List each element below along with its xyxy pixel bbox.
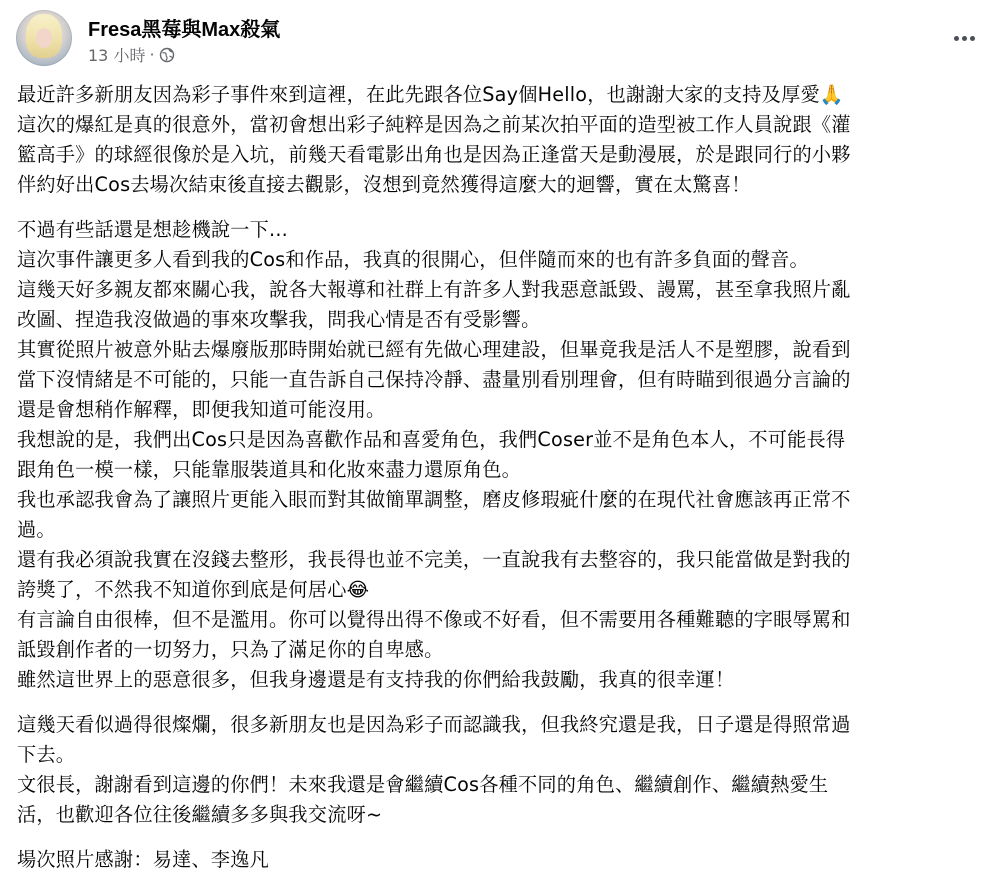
post-text-line: 最近許多新朋友因為彩子事件來到這裡，在此先跟各位Say個Hello，也謝謝大家的支持及厚愛🙏: [17, 83, 844, 106]
post-text-line: 不過有些話還是想趁機說一下...: [17, 218, 288, 241]
post-text-line: 我想說的是，我們出Cos只是因為喜歡作品和喜愛角色，我們Coser並不是角色本人，不可能長得: [17, 428, 846, 451]
more-dot: [970, 36, 975, 41]
post-text-line: 還有我必須說我實在沒錢去整形，我長得也並不完美，一直說我有去整容的，我只能當做是對我的: [17, 548, 851, 571]
author-name[interactable]: Fresa黑莓與Max殺氣: [88, 19, 281, 41]
post-text-line: 改圖、捏造我沒做過的事來攻擊我，問我心情是否有受影響。: [17, 308, 541, 331]
post-text-line: 這幾天好多親友都來關心我，說各大報導和社群上有許多人對我惡意詆毀、謾罵，甚至拿我照片亂: [17, 278, 851, 301]
post-text-line: 籃高手》的球經很像於是入坑，前幾天看電影出角也是因為正逢當天是動漫展，於是跟同行的小夥: [17, 143, 851, 166]
more-dot: [954, 36, 959, 41]
post-text-line: 這次的爆紅是真的很意外，當初會想出彩子純粹是因為之前某次拍平面的造型被工作人員說跟《灌: [17, 113, 851, 136]
more-dot: [962, 36, 967, 41]
post-paragraph: [17, 710, 985, 830]
post-text-line: 有言論自由很棒，但不是濫用。你可以覺得出得不像或不好看，但不需要用各種難聽的字眼辱罵和: [17, 608, 851, 631]
globe-icon[interactable]: [159, 47, 175, 63]
post-header: [16, 10, 986, 70]
post-paragraph: [17, 845, 985, 875]
post-text-line: 伴約好出Cos去場次結束後直接去觀影，沒想到竟然獲得這麼大的迴響，實在太驚喜！: [17, 173, 751, 196]
post-text-line: 我也承認我會為了讓照片更能入眼而對其做簡單調整，磨皮修瑕疵什麼的在現代社會應該再正常不: [17, 488, 851, 511]
post-body: [17, 80, 985, 890]
post-text-line: 場次照片感謝：易達、李逸凡: [17, 848, 270, 871]
post-text-line: 這次事件讓更多人看到我的Cos和作品，我真的很開心，但伴隨而來的也有許多負面的聲音。: [17, 248, 809, 271]
post-text-line: 文很長，謝謝看到這邊的你們！未來我還是會繼續Cos各種不同的角色、繼續創作、繼續熱愛生: [17, 773, 829, 796]
more-options-icon[interactable]: [946, 20, 982, 56]
post-meta: [88, 43, 175, 66]
post-text-line: 其實從照片被意外貼去爆廢版那時開始就已經有先做心理建設，但畢竟我是活人不是塑膠，說看到: [17, 338, 851, 361]
post-paragraph: [17, 80, 985, 200]
avatar[interactable]: [16, 10, 72, 66]
post-text-line: 跟角色一模一樣，只能靠服裝道具和化妝來盡力還原角色。: [17, 458, 522, 481]
post-paragraph: [17, 215, 985, 695]
post-text-line: 活，也歡迎各位往後繼續多多與我交流呀~: [17, 803, 383, 826]
post-text-line: 當下沒情緒是不可能的，只能一直告訴自己保持冷靜、盡量別看別理會，但有時瞄到很過分言論的: [17, 368, 851, 391]
post-text-line: 詆毀創作者的一切努力，只為了滿足你的自卑感。: [17, 638, 444, 661]
post-text-line: 下去。: [17, 743, 76, 766]
post-text-line: 這幾天看似過得很燦爛，很多新朋友也是因為彩子而認識我，但我終究還是我，日子還是得照常過: [17, 713, 851, 736]
post-timestamp[interactable]: 13 小時: [88, 46, 146, 65]
post-text-line: 誇獎了，不然我不知道你到底是何居心😂: [17, 578, 370, 601]
meta-separator: ·: [149, 45, 155, 64]
post-text-line: 雖然這世界上的惡意很多，但我身邊還是有支持我的你們給我鼓勵，我真的很幸運！: [17, 668, 735, 691]
post-text-line: 過。: [17, 518, 56, 541]
post-text-line: 還是會想稍作解釋，即便我知道可能沒用。: [17, 398, 386, 421]
avatar-face: [36, 28, 52, 48]
